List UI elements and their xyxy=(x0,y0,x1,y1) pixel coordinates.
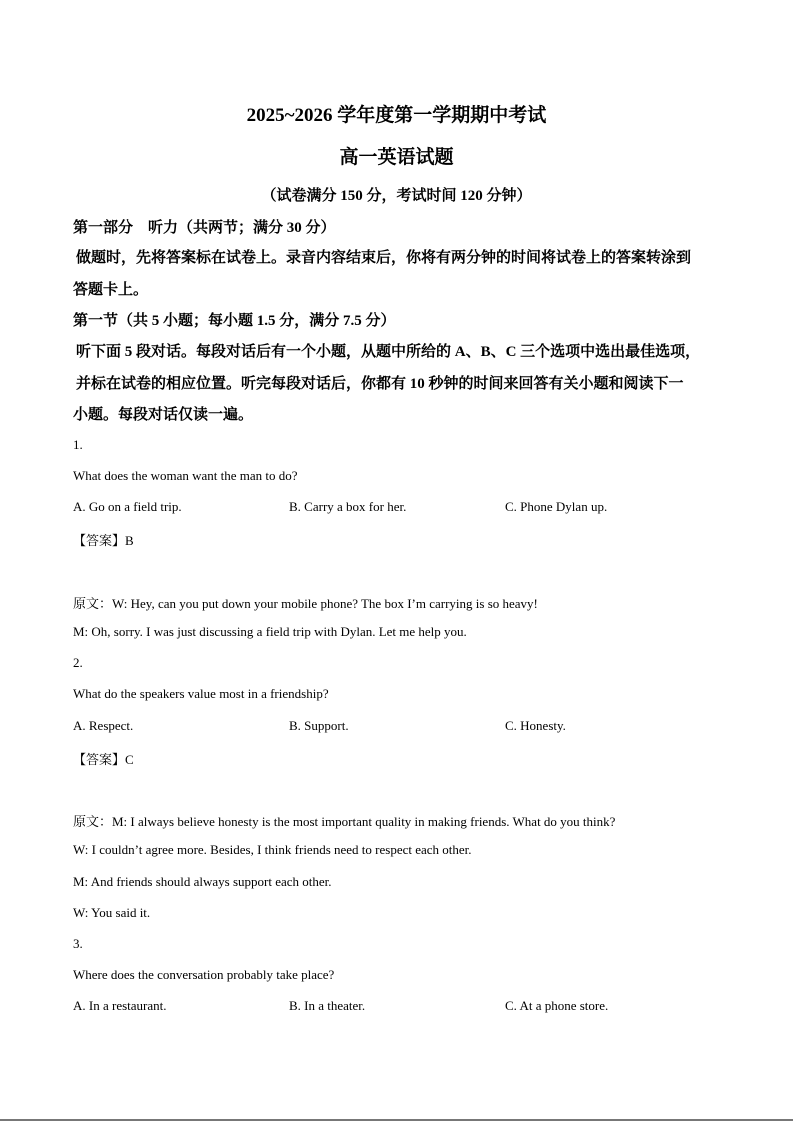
section1-instruction-line2: 并标在试卷的相应位置。听完每段对话后，你都有 10 秒钟的时间来回答有关小题和阅读下一 xyxy=(76,376,684,392)
option-c: C. Honesty. xyxy=(505,718,566,733)
option-a: A. Go on a field trip. xyxy=(73,499,182,514)
question-text: What does the woman want the man to do? xyxy=(73,468,298,483)
section1-instruction-line1: 听下面 5 段对话。每段对话后有一个小题，从题中所给的 A、B、C 三个选项中选出最佳选项， xyxy=(76,344,701,360)
answer: 【答案】C xyxy=(73,752,134,767)
option-b: B. Carry a box for her. xyxy=(289,499,407,514)
option-b: B. In a theater. xyxy=(289,998,366,1013)
option-c: C. At a phone store. xyxy=(505,998,609,1013)
part1-instruction-line1: 做题时，先将答案标在试卷上。录音内容结束后，你将有两分钟的时间将试卷上的答案转涂到 xyxy=(76,250,692,266)
option-a: A. Respect. xyxy=(73,718,134,733)
part1-instruction-line2: 答题卡上。 xyxy=(73,282,149,298)
question-number: 1. xyxy=(73,437,83,452)
option-b: B. Support. xyxy=(289,718,349,733)
question-number: 3. xyxy=(73,936,83,951)
part1-heading: 第一部分 听力（共两节；满分 30 分） xyxy=(73,220,336,236)
exam-subtitle: 高一英语试题 xyxy=(339,147,454,168)
option-a: A. In a restaurant. xyxy=(73,998,167,1013)
exam-info: （试卷满分 150 分，考试时间 120 分钟） xyxy=(261,188,532,204)
exam-title: 2025~2026 学年度第一学期期中考试 xyxy=(246,105,547,126)
question-text: Where does the conversation probably take place? xyxy=(73,967,335,982)
section1-heading: 第一节（共 5 小题；每小题 1.5 分，满分 7.5 分） xyxy=(73,313,396,329)
question-number: 2. xyxy=(73,655,83,670)
transcript-line: 原文：W: Hey, can you put down your mobile phone? The box I’m carrying is so heavy! xyxy=(73,596,538,611)
transcript-line: W: I couldn’t agree more. Besides, I think friends need to respect each other. xyxy=(73,842,472,857)
answer: 【答案】B xyxy=(73,533,134,548)
question-text: What do the speakers value most in a friendship? xyxy=(73,686,329,701)
transcript-line: 原文：M: I always believe honesty is the most important quality in making friends. What do you think? xyxy=(73,814,616,829)
page-bottom-divider xyxy=(0,1119,793,1121)
section1-instruction-line3: 小题。每段对话仅读一遍。 xyxy=(73,407,254,423)
transcript-line: M: Oh, sorry. I was just discussing a field trip with Dylan. Let me help you. xyxy=(73,624,467,639)
transcript-line: M: And friends should always support each other. xyxy=(73,874,332,889)
transcript-line: W: You said it. xyxy=(73,905,151,920)
option-c: C. Phone Dylan up. xyxy=(505,499,608,514)
